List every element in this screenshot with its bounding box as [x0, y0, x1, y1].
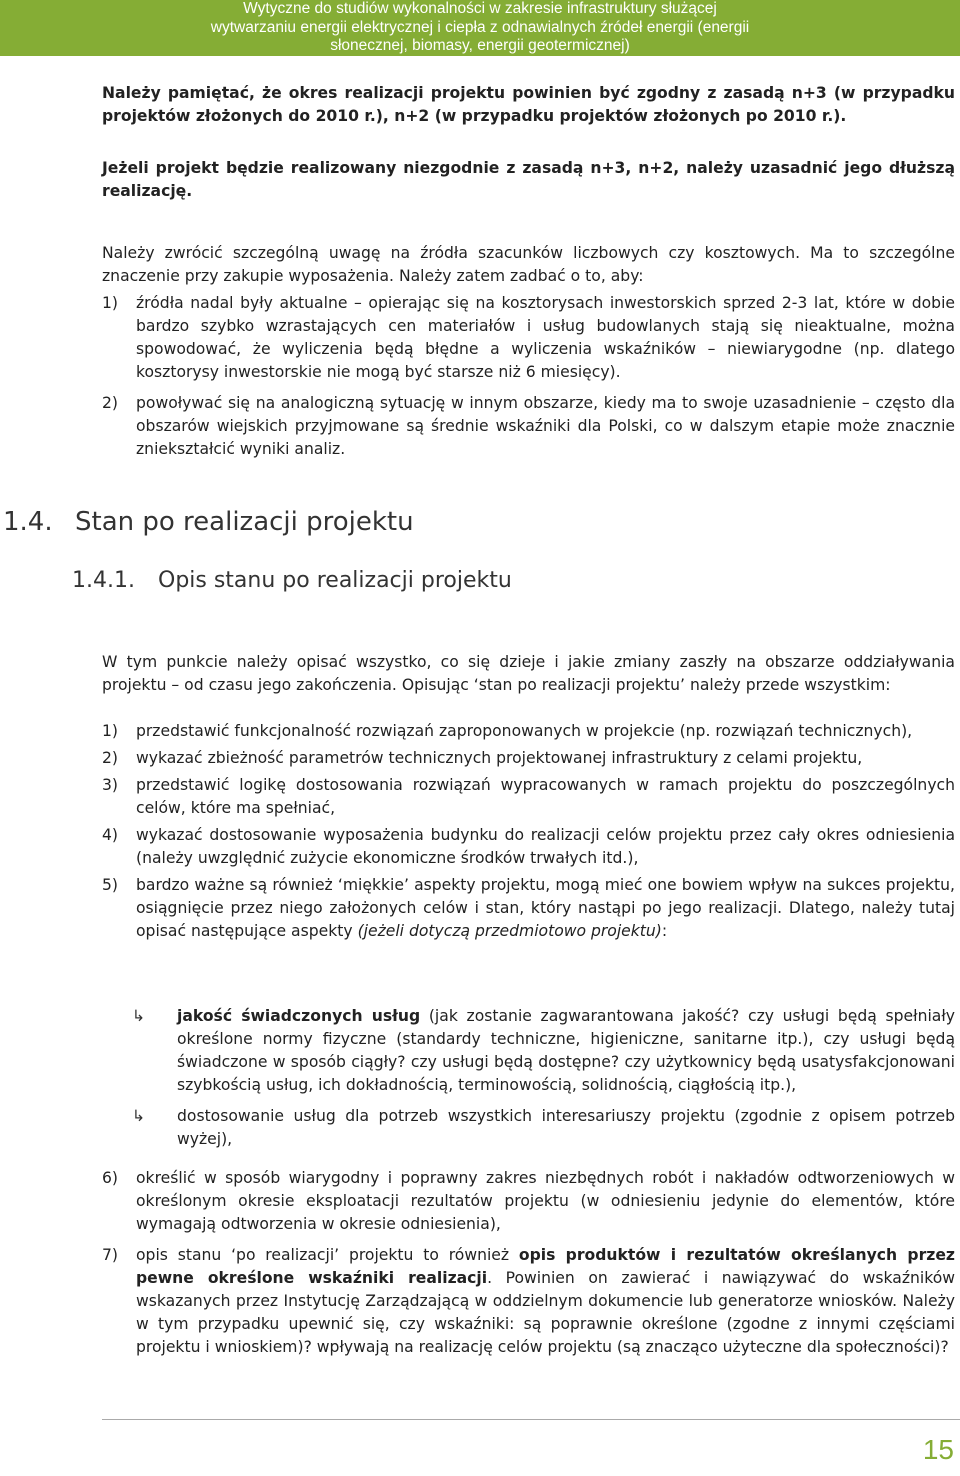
list-item-number: 3) — [102, 776, 119, 794]
requirements-list-continued — [102, 1167, 955, 1359]
list-item — [102, 292, 955, 384]
list-item — [102, 874, 955, 943]
intro-paragraph: Należy zwrócić szczególną uwagę na źródła szacunków liczbowych czy kosztowych. Ma to szczególne znaczenie przy zakupie wyposażenia. Należy zatem zadbać o to, aby: — [102, 244, 955, 285]
list-item-text: wykazać zbieżność parametrów technicznych projektowanej infrastruktury z celami projektu, — [136, 749, 863, 767]
list-item-number: 1) — [102, 722, 119, 740]
source-list — [102, 292, 955, 461]
list-item — [102, 747, 955, 770]
sublist-item-bold: jakość świadczonych usług — [177, 1007, 421, 1025]
soft-aspects-sublist — [102, 1005, 955, 1159]
list-item-text: wykazać dostosowanie wyposażenia budynku do realizacji celów projektu przez cały okres odniesienia (należy uwzględnić zużycie ekonomiczne środków trwałych itd.), — [136, 826, 955, 867]
sublist — [102, 1005, 955, 1151]
subsection-heading — [72, 564, 512, 598]
list-item — [102, 720, 955, 743]
list-item-bold-text: opis produktów i rezultatów określanych przez pewne określone wskaźniki realizacji — [136, 1246, 956, 1287]
list-item-text-tail: . Powinien on zawierać i nawiązywać do wskaźników wskazanych przez Instytucję Zarządzającą w oddzielnym dokumencie lub generatorze wniosków. Należy w tym przypadku upewnić się, czy wskaźniki: są poprawnie określone (zgodne z innymi częściami projektu i wnioskiem)? wpływają na realizację celów projektu (są znacząco użyteczne dla społeczności)? — [136, 1269, 956, 1356]
header-line-1: Wytyczne do studiów wykonalności w zakresie infrastruktury służącej — [243, 0, 717, 17]
list-item-number: 1) — [102, 294, 119, 312]
list-item — [102, 774, 955, 820]
list-item-italic-text: (jeżeli dotyczą przedmiotowo projektu) — [357, 922, 662, 940]
list-item — [102, 1167, 955, 1236]
list-item — [102, 392, 955, 461]
intro-bold-paragraph-1: Należy pamiętać, że okres realizacji projektu powinien być zgodny z zasadą n+3 (w przypadku projektów złożonych do 2010 r.), n+2 (w przypadku projektów złożonych po 2010 r.). — [102, 84, 955, 125]
sublist-item — [102, 1005, 955, 1097]
arrow-bullet-icon: ↳ — [132, 1107, 146, 1125]
list-item-number: 6) — [102, 1169, 119, 1187]
list-item-text: opis stanu ‘po realizacji’ projektu to również — [136, 1246, 519, 1264]
requirements-list — [102, 720, 955, 943]
list-item-number: 5) — [102, 876, 119, 894]
subsection-number: 1.4.1. — [72, 568, 135, 593]
section-number: 1.4. — [3, 507, 53, 537]
list-item-text: bardzo ważne są również ‘miękkie’ aspekty projektu, mogą mieć one bowiem wpływ na sukces projektu, osiągnięcie przez niego założonych celów i stan, który nastąpi po jego realizacji. Dlatego, należy tutaj opisać następujące aspekty — [136, 876, 955, 940]
list-item-number: 4) — [102, 826, 119, 844]
page-number: 15 — [922, 1434, 954, 1465]
list-item-number: 2) — [102, 749, 119, 767]
list-item-number: 7) — [102, 1246, 119, 1264]
subsection-title: Opis stanu po realizacji projektu — [158, 568, 512, 593]
list-item-number: 2) — [102, 394, 119, 412]
section-title: Stan po realizacji projektu — [75, 507, 414, 537]
list-item-text: przedstawić funkcjonalność rozwiązań zaproponowanych w projekcie (np. rozwiązań technicznych), — [136, 722, 913, 740]
list-item-text: przedstawić logikę dostosowania rozwiązań wypracowanych w ramach projektu do poszczególnych celów, które ma spełniać, — [136, 776, 955, 817]
description-paragraph: W tym punkcie należy opisać wszystko, co się dzieje i jakie zmiany zaszły na obszarze oddziaływania projektu – od czasu jego zakończenia. Opisując ‘stan po realizacji projektu’ należy przede wszystkim: — [102, 653, 955, 694]
list-item-text: źródła nadal były aktualne – opierając się na kosztorysach inwestorskich sprzed 2-3 lat, które w dobie bardzo szybko wzrastających cen materiałów i usług budowlanych stają się nieaktualne, można spowodować, że wyliczenia będą błędne a wyliczenia wskaźników – niewiarygodne (np. dlatego kosztorysy inwestorskie nie mogą być starsze niż 6 miesięcy). — [136, 294, 955, 381]
list-item — [102, 824, 955, 870]
list-item-text: powoływać się na analogiczną sytuację w innym obszarze, kiedy ma to swoje uzasadnienie – często dla obszarów wiejskich przyjmowane są średnie wskaźniki dla Polski, co w dalszym etapie może znacznie zniekształcić wyniki analiz. — [136, 394, 955, 458]
header-line-2: wytwarzaniu energii elektrycznej i ciepła z odnawialnych źródeł energii (energii — [210, 18, 750, 36]
running-header — [0, 0, 960, 56]
sublist-container — [102, 1005, 955, 1151]
header-line-3: słonecznej, biomasy, energii geotermicznej) — [330, 37, 630, 54]
footer-divider — [102, 1419, 960, 1420]
sublist-item-text: dostosowanie usług dla potrzeb wszystkich interesariuszy projektu (zgodnie z opisem potrzeb wyżej), — [177, 1107, 955, 1148]
list-item — [102, 1244, 955, 1359]
section-heading — [3, 502, 414, 542]
intro-bold-paragraph-2: Jeżeli projekt będzie realizowany niezgodnie z zasadą n+3, n+2, należy uzasadnić jego dłuższą realizację. — [102, 159, 955, 200]
arrow-bullet-icon: ↳ — [132, 1007, 146, 1025]
sublist-item-text: (jak zostanie zagwarantowana jakość? czy usługi będą spełniały określone normy fizyczne (standardy techniczne, higieniczne, sanitarne itp.), czy usługi będą świadczone w sposób ciągły? czy usługi będą dostępne? czy użytkownicy będą usatysfakcjonowani szybkością usług, ich dokładnością, terminowością, solidnością, ciągłością itp.), — [177, 1007, 956, 1094]
list-item-text: określić w sposób wiarygodny i poprawny zakres niezbędnych robót i nakładów odtworzeniowych w określonym okresie eksploatacji rezultatów projektu (w odniesieniu jedynie do elementów, które wymagają odtworzenia w okresie odniesienia), — [136, 1169, 955, 1233]
sublist-item — [102, 1105, 955, 1151]
list-item-text-tail: : — [661, 922, 668, 940]
